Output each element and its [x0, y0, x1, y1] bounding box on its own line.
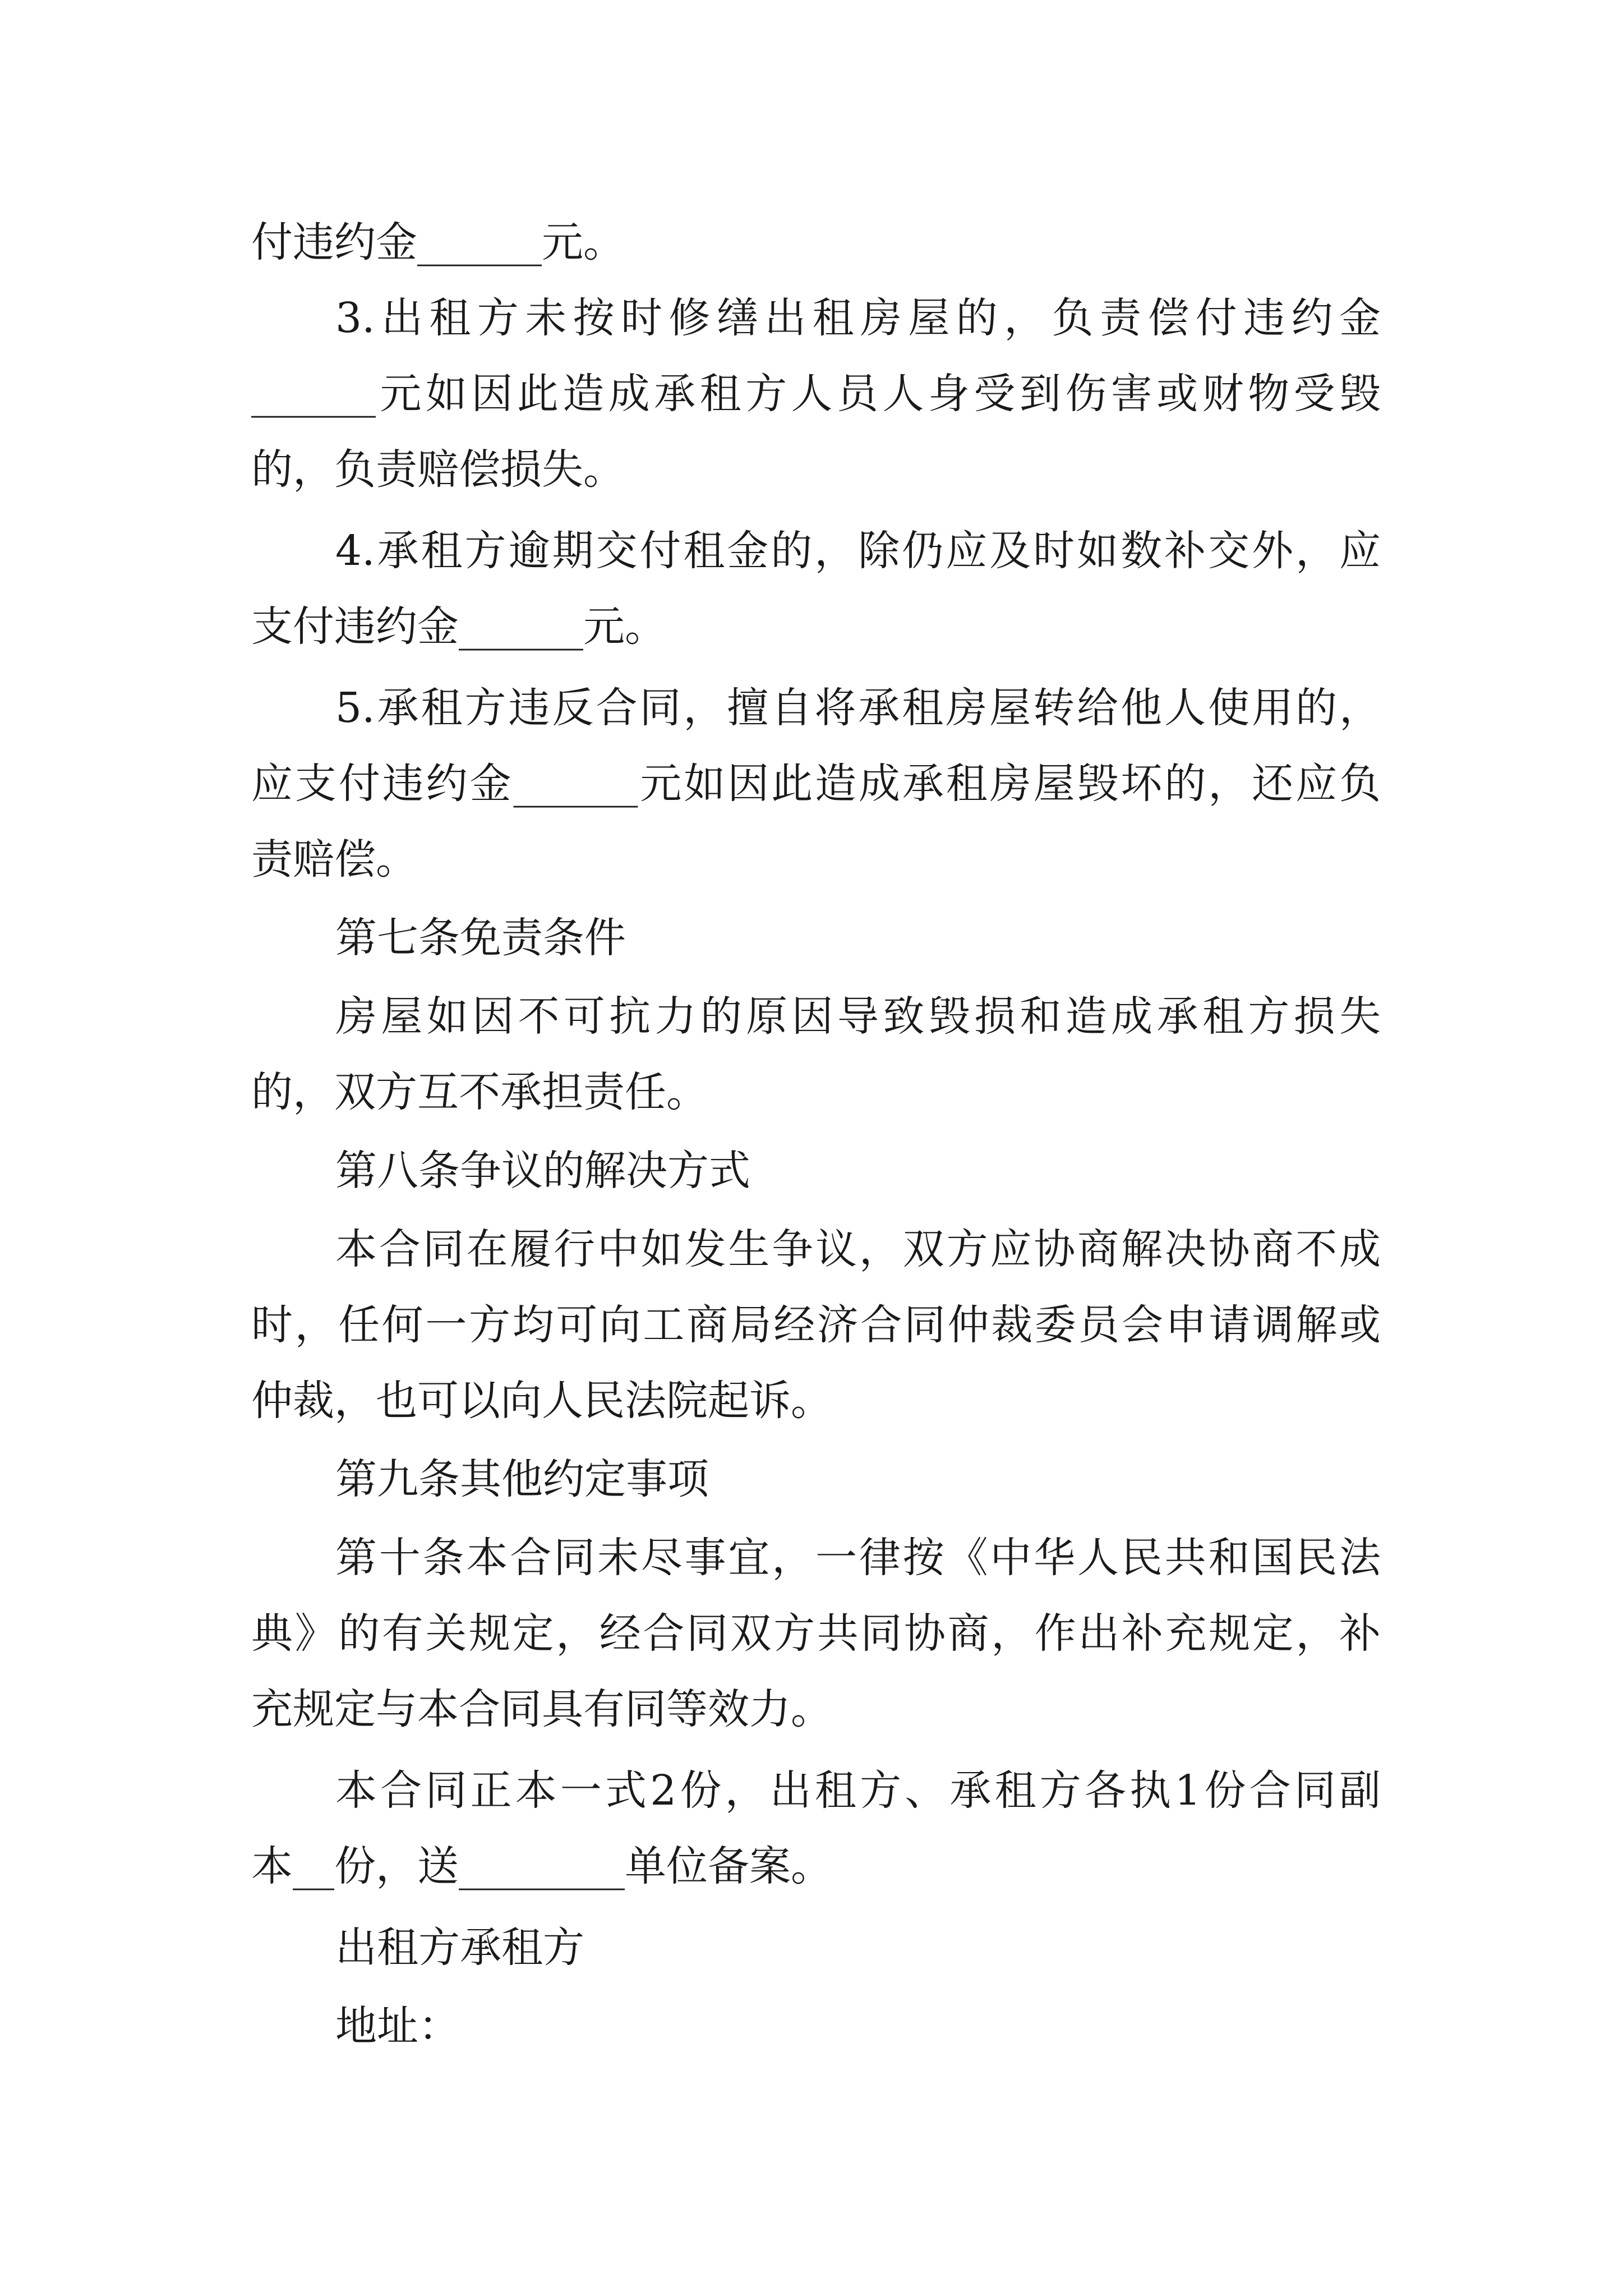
text-line: 本合同正本一式2份，出租方、承租方各执1份合同副 [335, 1766, 1381, 1815]
clause-5-line: 5.承租方违反合同，擅自将承租房屋转给他人使用的， [335, 684, 1381, 732]
text-line: 典》的有关规定，经合同双方共同协商，作出补充规定，补 [251, 1609, 1381, 1658]
text-line: 的，负责赔偿损失。 [251, 445, 625, 494]
article-10-line: 第十条本合同未尽事宜，一律按《中华人民共和国民法 [335, 1534, 1381, 1582]
clause-4-line: 4.承租方逾期交付租金的，除仍应及时如数补交外，应 [335, 527, 1381, 575]
text-line: 付违约金______元。 [251, 218, 625, 266]
article-7-heading: 第七条免责条件 [335, 914, 626, 962]
text-line: 仲裁，也可以向人民法院起诉。 [251, 1377, 832, 1425]
article-9-heading: 第九条其他约定事项 [335, 1455, 709, 1503]
address-label: 地址： [335, 2002, 460, 2050]
text-line: 充规定与本合同具有同等效力。 [251, 1685, 832, 1733]
text-line: 时，任何一方均可向工商局经济合同仲裁委员会申请调解或 [251, 1301, 1381, 1349]
clause-3-line: 3.出租方未按时修缮出租房屋的，负责偿付违约金 [335, 294, 1381, 342]
text-line: 应支付违约金______元如因此造成承租房屋毁坏的，还应负 [251, 760, 1381, 808]
text-line: 的，双方互不承担责任。 [251, 1068, 708, 1116]
article-8-heading: 第八条争议的解决方式 [335, 1147, 750, 1195]
text-line: 本合同在履行中如发生争议，双方应协商解决协商不成 [335, 1225, 1381, 1273]
text-line: 房屋如因不可抗力的原因导致毁损和造成承租方损失 [335, 992, 1381, 1041]
signature-parties-line: 出租方承租方 [335, 1924, 584, 1972]
text-line: 本__份，送________单位备案。 [251, 1842, 832, 1890]
text-line: ______元如因此造成承租方人员人身受到伤害或财物受毁 [251, 370, 1381, 418]
text-line: 责赔偿。 [251, 835, 417, 884]
text-line: 支付违约金______元。 [251, 602, 666, 651]
